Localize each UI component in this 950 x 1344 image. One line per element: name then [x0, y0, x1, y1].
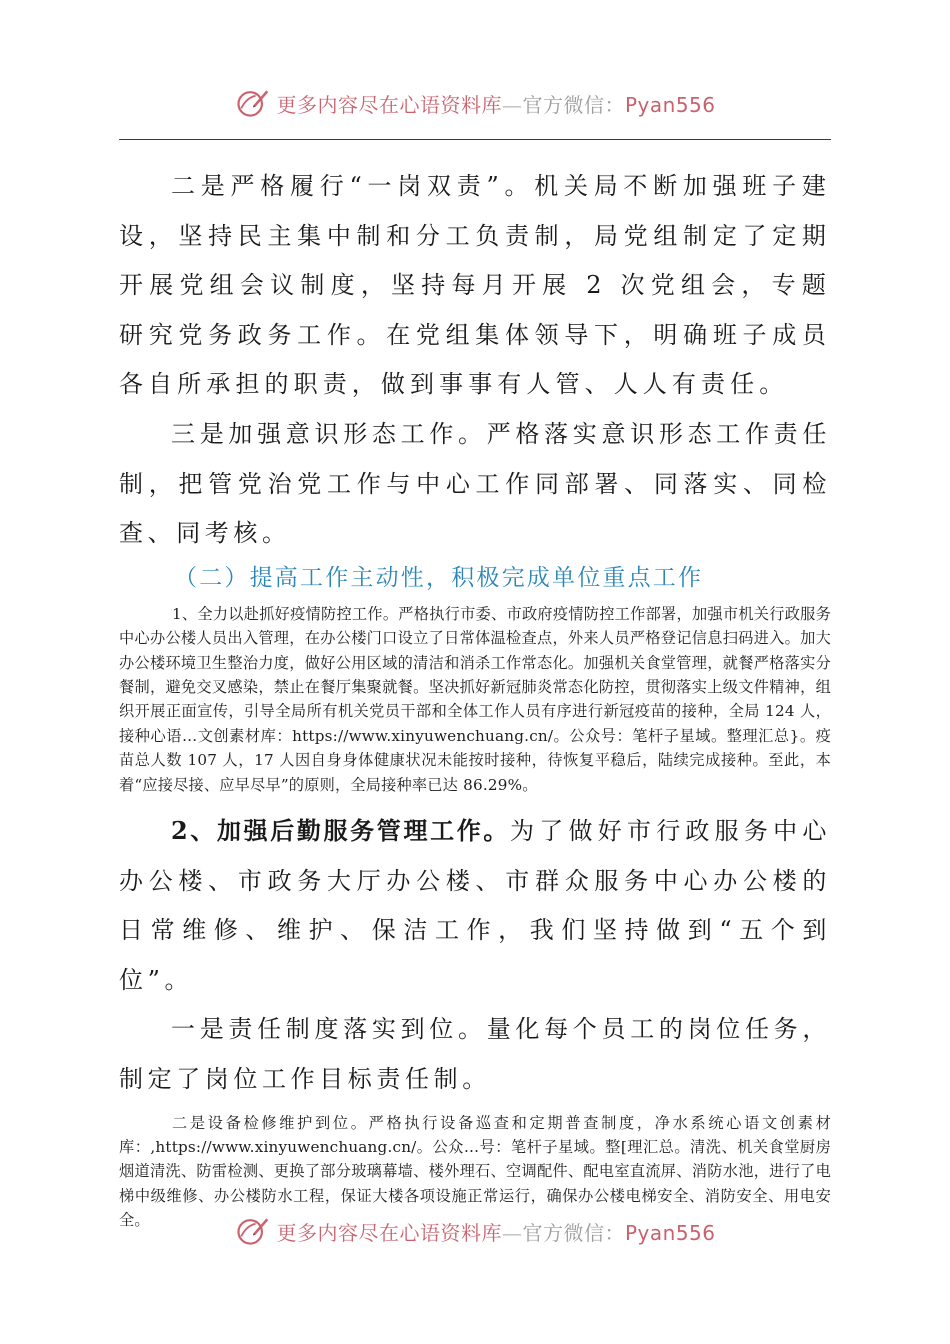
header-banner — [0, 83, 950, 123]
document-body — [119, 162, 831, 1233]
footer-banner-dash: — — [501, 1220, 523, 1245]
section-heading: （二）提高工作主动性，积极完成单位重点工作 — [174, 564, 704, 591]
footer-banner-text — [276, 1217, 715, 1246]
paragraph-one-post-two-duties: 二是严格履行“一岗双责”。机关局不断加强班子建设，坚持民主集中制和分工负责制，局党组制定了定期开展党组会议制度，坚持每月开展 2 次党组会，专题研究党务政务工作。在党组集体领导下，明确班子成员各自所承担的职责，做到事事有人管、人人有责任。 — [119, 172, 831, 399]
pen-logo-icon — [234, 85, 270, 121]
footer-banner-id: Pyan556 — [624, 1220, 716, 1245]
logistics-text: 为了做好市行政服务中心办公楼、市政务大厅办公楼、市群众服务中心办公楼的日常维修、维护、保洁工作，我们坚持做到“五个到位”。 — [119, 817, 831, 994]
header-banner-text — [276, 89, 715, 118]
header-divider — [119, 139, 831, 140]
logistics-heading: 2、加强后勤服务管理工作。 — [171, 816, 510, 845]
paragraph-responsibility-system: 一是责任制度落实到位。量化每个员工的岗位任务，制定了岗位工作目标责任制。 — [119, 1015, 831, 1093]
paragraph-equipment-maintenance: 二是设备检修维护到位。严格执行设备巡查和定期普查制度，净水系统心语文创素材库：,https://www.xinyuwenchuang.cn/。公众…号：笔杆子星域。整[理汇总。清洗、机关食堂厨房烟道清洗、防雷检测、更换了部分玻璃幕墙、楼外理石、空调配件、配电室直流屏、消防水池，进行了电梯中级维修、办公楼防水工程，保证大楼各项设施正常运行，确保办公楼电梯安全、消防安全、用电安全。 — [119, 1113, 831, 1230]
paragraph-epidemic-control: 1、全力以赴抓好疫情防控工作。严格执行市委、市政府疫情防控工作部署，加强市机关行政服务中心办公楼人员出入管理，在办公楼门口设立了日常体温检查点，外来人员严格登记信息扫码进入。加大办公楼环境卫生整治力度，做好公用区域的清洁和消杀工作常态化。加强机关食堂管理，就餐严格落实分餐制，避免交叉感染，禁止在餐厅集聚就餐。坚决抓好新冠肺炎常态化防控，贯彻落实上级文件精神，组织开展正面宣传，引导全局所有机关党员干部和全体工作人员有序进行新冠疫苗的接种，全局 124 人，接种心语…文创素材库：https://www.xinyuwenchuang.cn/。公众号：笔杆子星域。整理汇总}。疫苗总人数 107 人，17 人因自身身体健康状况未能按时接种，待恢复平稳后，陆续完成接种。至此，本着“应接尽接、应早尽早”的原则，全局接种率已达 86.29%。 — [119, 604, 831, 794]
footer-banner — [0, 1211, 950, 1251]
footer-banner-main: 更多内容尽在心语资料库 — [276, 1220, 502, 1245]
footer-banner-wechat: 官方微信： — [522, 1220, 625, 1245]
header-banner-id: Pyan556 — [624, 92, 716, 117]
pen-logo-icon — [234, 1213, 270, 1249]
paragraph-logistics-service — [119, 806, 831, 1005]
header-banner-wechat: 官方微信： — [522, 92, 625, 117]
header-banner-dash: — — [501, 92, 523, 117]
paragraph-ideology-work: 三是加强意识形态工作。严格落实意识形态工作责任制，把管党治党工作与中心工作同部署、同落实、同检查、同考核。 — [119, 419, 831, 548]
header-banner-main: 更多内容尽在心语资料库 — [276, 92, 502, 117]
